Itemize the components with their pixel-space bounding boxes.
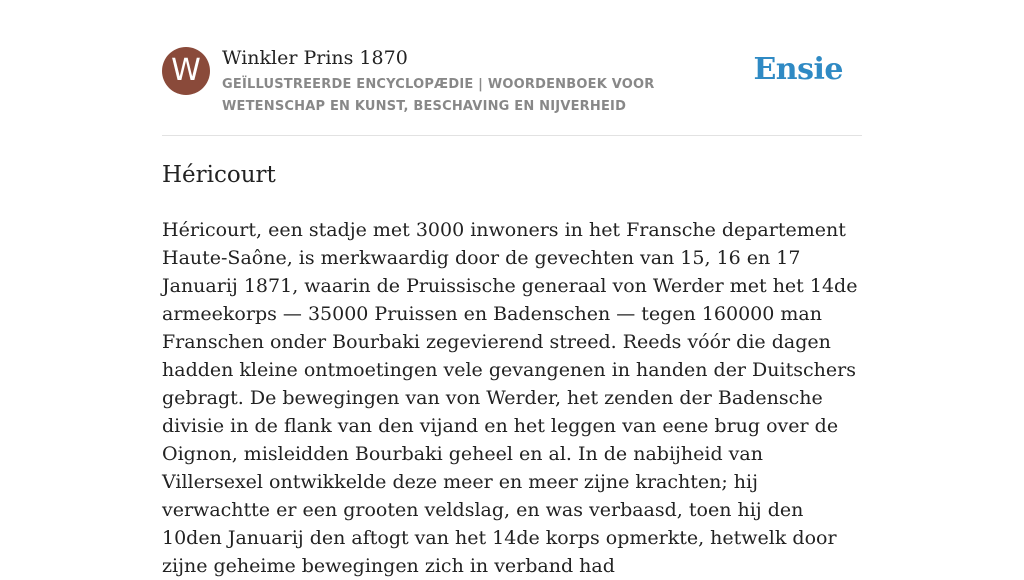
source-header	[162, 0, 862, 136]
page-container	[162, 0, 862, 580]
source-avatar[interactable]: W	[162, 47, 210, 95]
source-title-link[interactable]: Winkler Prins 1870	[222, 47, 408, 69]
article-title: Héricourt	[162, 162, 276, 188]
source-info	[222, 46, 752, 118]
source-subtitle: GEÏLLUSTREERDE ENCYCLOPÆDIE | WOORDENBOEK VOOR WETENSCHAP EN KUNST, BESCHAVING EN NIJVERHEID	[222, 77, 655, 114]
article-body: Héricourt, een stadje met 3000 inwoners in het Fransche departement Haute-Saône, is merkwaardig door de gevechten van 15, 16 en 17 Januarij 1871, waarin de Pruissische generaal von Werder met het 14de armeekorps — 35000 Pruissen en Badenschen — tegen 160000 man Franschen onder Bourbaki zegevierend streed. Reeds vóór die dagen hadden kleine ontmoetingen vele gevangenen in handen der Duitschers gebragt. De bewegingen van von Werder, het zenden der Badensche divisie in de flank van den vijand en het leggen van eene brug over de Oignon, misleidden Bourbaki geheel en al. In de nabijheid van Villersexel ontwikkelde deze meer en meer zijne krachten; hij verwachtte er een grooten veldslag, en was verbaasd, toen hij den 10den Januarij den aftogt van het 14de korps opmerkte, hetwelk door zijne geheime bewegingen zich in verband had	[162, 219, 858, 577]
ensie-logo-link[interactable]: Ensie	[753, 52, 843, 87]
